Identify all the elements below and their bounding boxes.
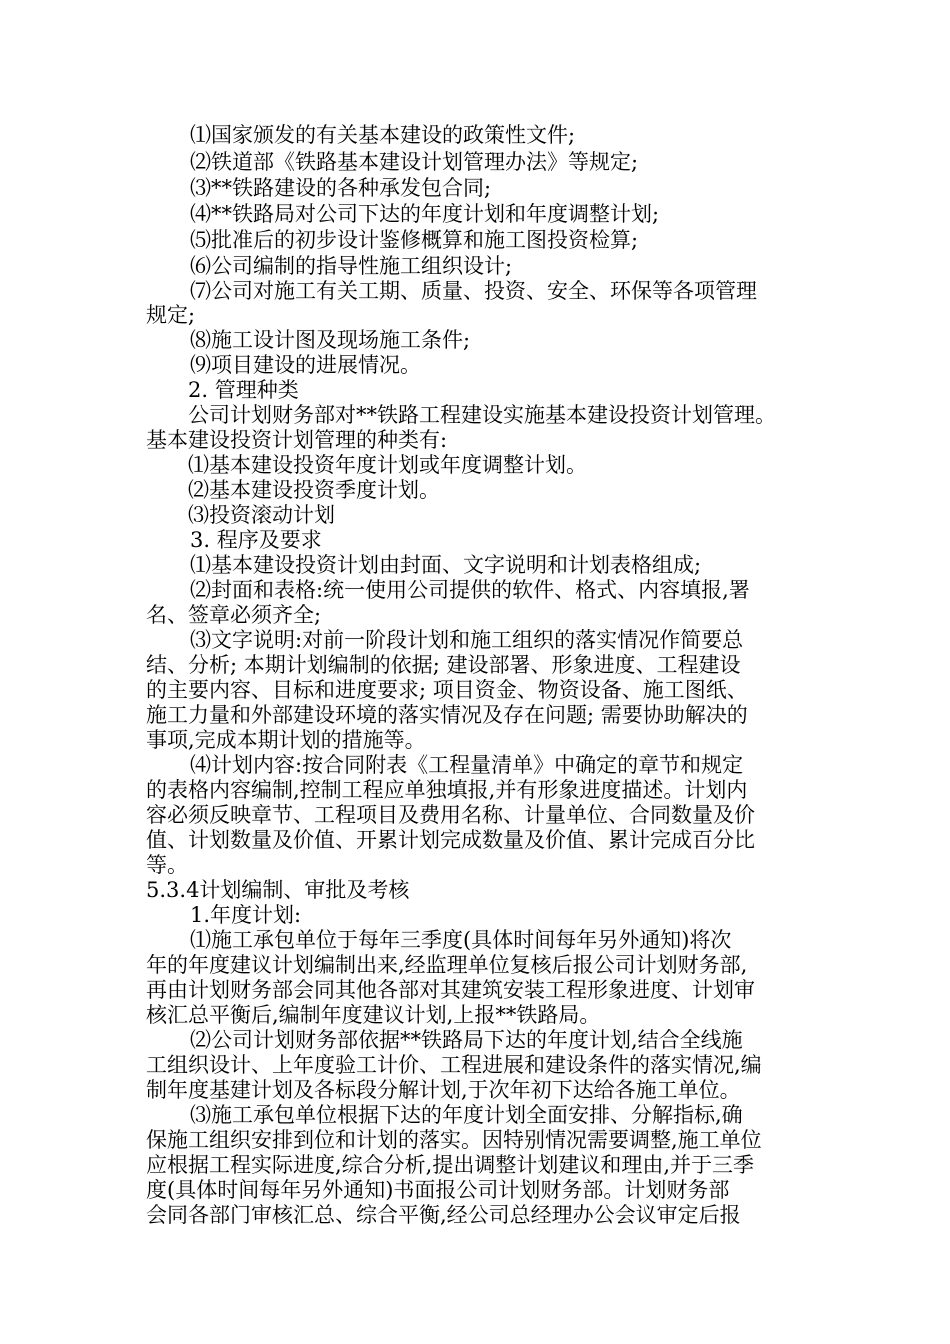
text-line: 基本建设投资计划管理的种类有: [146,428,448,452]
section-heading: 1.年度计划: [190,903,302,927]
section-heading: 5.3.4计划编制、审批及考核 [146,878,410,902]
text-line: 再由计划财务部会同其他各部对其建筑安装工程形象进度、计划审 [146,978,755,1002]
text-line: ⑺公司对施工有关工期、质量、投资、安全、环保等各项管理 [190,279,757,303]
text-line: 的表格内容编制,控制工程应单独填报,并有形象进度描述。计划内 [146,778,748,802]
text-line: 容必须反映章节、工程项目及费用名称、计量单位、合同数量及价 [146,803,755,827]
text-line: ⑴施工承包单位于每年三季度(具体时间每年另外通知)将次 [190,928,732,952]
text-line: ⑴国家颁发的有关基本建设的政策性文件; [190,123,576,147]
text-line: ⑶投资滚动计划 [188,503,335,527]
text-line: ⑴基本建设投资年度计划或年度调整计划。 [188,453,587,477]
text-line: ⑼项目建设的进展情况。 [190,353,421,377]
text-line: 度(具体时间每年另外通知)书面报公司计划财务部。计划财务部 [146,1178,730,1202]
text-line: 的主要内容、目标和进度要求; 项目资金、物资设备、施工图纸、 [146,678,748,702]
text-line: ⑷**铁路局对公司下达的年度计划和年度调整计划; [190,202,660,226]
text-line: 会同各部门审核汇总、综合平衡,经公司总经理办公会议审定后报 [146,1203,741,1227]
text-line: ⑷计划内容:按合同附表《工程量清单》中确定的章节和规定 [190,753,744,777]
text-line: ⑶**铁路建设的各种承发包合同; [190,176,492,200]
text-line: 施工力量和外部建设环境的落实情况及存在问题; 需要协助解决的 [146,703,748,727]
text-line: 结、分析; 本期计划编制的依据; 建设部署、形象进度、工程建设 [146,653,741,677]
text-line: 等。 [146,853,188,877]
text-line: ⑵公司计划财务部依据**铁路局下达的年度计划,结合全线施 [190,1028,743,1052]
text-line: 工组织设计、上年度验工计价、工程进展和建设条件的落实情况,编 [146,1053,762,1077]
text-line: 值、计划数量及价值、开累计划完成数量及价值、累计完成百分比 [146,828,755,852]
text-line: 规定; [146,303,196,327]
section-heading: 3. 程序及要求 [190,528,322,552]
text-line: ⑵铁道部《铁路基本建设计划管理办法》等规定; [190,150,639,174]
text-line: ⑻施工设计图及现场施工条件; [190,328,471,352]
text-line: ⑴基本建设投资计划由封面、文字说明和计划表格组成; [190,553,702,577]
text-line: ⑶施工承包单位根据下达的年度计划全面安排、分解指标,确 [190,1103,743,1127]
text-line: ⑸批准后的初步设计鉴修概算和施工图投资检算; [190,228,639,252]
text-line: ⑶文字说明:对前一阶段计划和施工组织的落实情况作简要总 [190,628,744,652]
text-line: 名、签章必须齐全; [146,603,322,627]
text-line: 核汇总平衡后,编制年度建议计划,上报**铁路局。 [146,1003,601,1027]
text-line: 公司计划财务部对**铁路工程建设实施基本建设投资计划管理。 [188,403,776,427]
text-line: 事项,完成本期计划的措施等。 [146,728,426,752]
text-line: ⑹公司编制的指导性施工组织设计; [190,254,513,278]
text-line: ⑵封面和表格:统一使用公司提供的软件、格式、内容填报,署 [190,578,750,602]
text-line: 保施工组织安排到位和计划的落实。因特别情况需要调整,施工单位 [146,1128,762,1152]
text-line: 应根据工程实际进度,综合分析,提出调整计划建议和理由,并于三季 [146,1153,755,1177]
section-heading: 2. 管理种类 [188,378,299,402]
text-line: ⑵基本建设投资季度计划。 [188,478,440,502]
text-line: 制年度基建计划及各标段分解计划,于次年初下达给各施工单位。 [146,1078,741,1102]
text-line: 年的年度建议计划编制出来,经监理单位复核后报公司计划财务部, [146,953,748,977]
